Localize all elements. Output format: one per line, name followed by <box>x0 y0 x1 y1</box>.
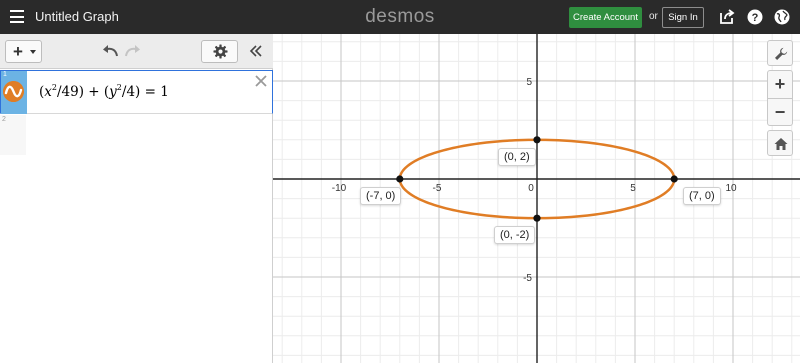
x-tick-label: 0 <box>528 183 534 194</box>
zoom-in-icon[interactable]: + <box>774 74 786 94</box>
chevron-down-icon <box>30 50 36 54</box>
redo-icon[interactable] <box>124 44 142 58</box>
share-icon[interactable] <box>719 9 735 25</box>
or-text: or <box>649 11 658 22</box>
empty-expression-input[interactable] <box>26 115 273 155</box>
desmos-logo: desmos <box>365 6 435 27</box>
intercept-point[interactable] <box>533 136 540 143</box>
expression-index: 1 <box>3 71 7 78</box>
default-zoom-button[interactable] <box>767 130 793 156</box>
graph-canvas[interactable] <box>273 34 800 363</box>
intercept-point[interactable] <box>671 175 678 182</box>
expression-toolbar <box>0 34 273 69</box>
intercept-point[interactable] <box>396 175 403 182</box>
svg-text:?: ? <box>751 12 759 25</box>
home-icon <box>774 137 788 151</box>
graph-svg[interactable] <box>273 34 800 363</box>
x-tick-label: 10 <box>725 183 737 194</box>
sign-in-button[interactable]: Sign In <box>662 7 704 28</box>
graph-settings-button[interactable] <box>767 40 793 66</box>
expression-index: 2 <box>2 116 6 123</box>
x-tick-label: -5 <box>432 183 442 194</box>
y-tick-label: 5 <box>526 77 532 88</box>
x-tick-label: 5 <box>630 183 636 194</box>
add-item-button[interactable] <box>5 40 42 63</box>
create-account-button[interactable]: Create Account <box>569 7 642 28</box>
gear-icon <box>213 44 228 59</box>
expression-panel <box>0 34 273 363</box>
collapse-left-icon[interactable] <box>249 44 263 58</box>
menu-icon[interactable] <box>10 10 24 23</box>
intercept-point[interactable] <box>533 215 540 222</box>
globe-icon[interactable] <box>774 9 790 25</box>
top-bar <box>0 0 800 34</box>
close-icon[interactable] <box>254 74 268 88</box>
plus-icon: + <box>13 42 23 61</box>
x-tick-label: -10 <box>331 183 347 194</box>
settings-button[interactable] <box>201 40 238 63</box>
zoom-controls <box>767 70 793 126</box>
y-tick-label: -5 <box>523 273 532 284</box>
expression-tab[interactable] <box>1 71 27 114</box>
point-label[interactable]: (0, -2) <box>494 226 535 244</box>
expression-row[interactable] <box>0 70 273 114</box>
graph-title[interactable]: Untitled Graph <box>35 9 119 24</box>
empty-expression-tab[interactable] <box>0 115 26 155</box>
point-label[interactable]: (-7, 0) <box>360 187 401 205</box>
zoom-out-icon[interactable]: − <box>774 102 786 122</box>
wrench-icon <box>774 47 788 61</box>
help-icon[interactable] <box>747 9 763 25</box>
undo-icon[interactable] <box>101 44 119 58</box>
wave-color-icon[interactable] <box>3 81 24 102</box>
expression-input[interactable]: $(x^2/49) + (y^2/4) = 1$ <box>39 83 169 100</box>
point-label[interactable]: (7, 0) <box>683 187 721 205</box>
point-label[interactable]: (0, 2) <box>498 148 536 166</box>
